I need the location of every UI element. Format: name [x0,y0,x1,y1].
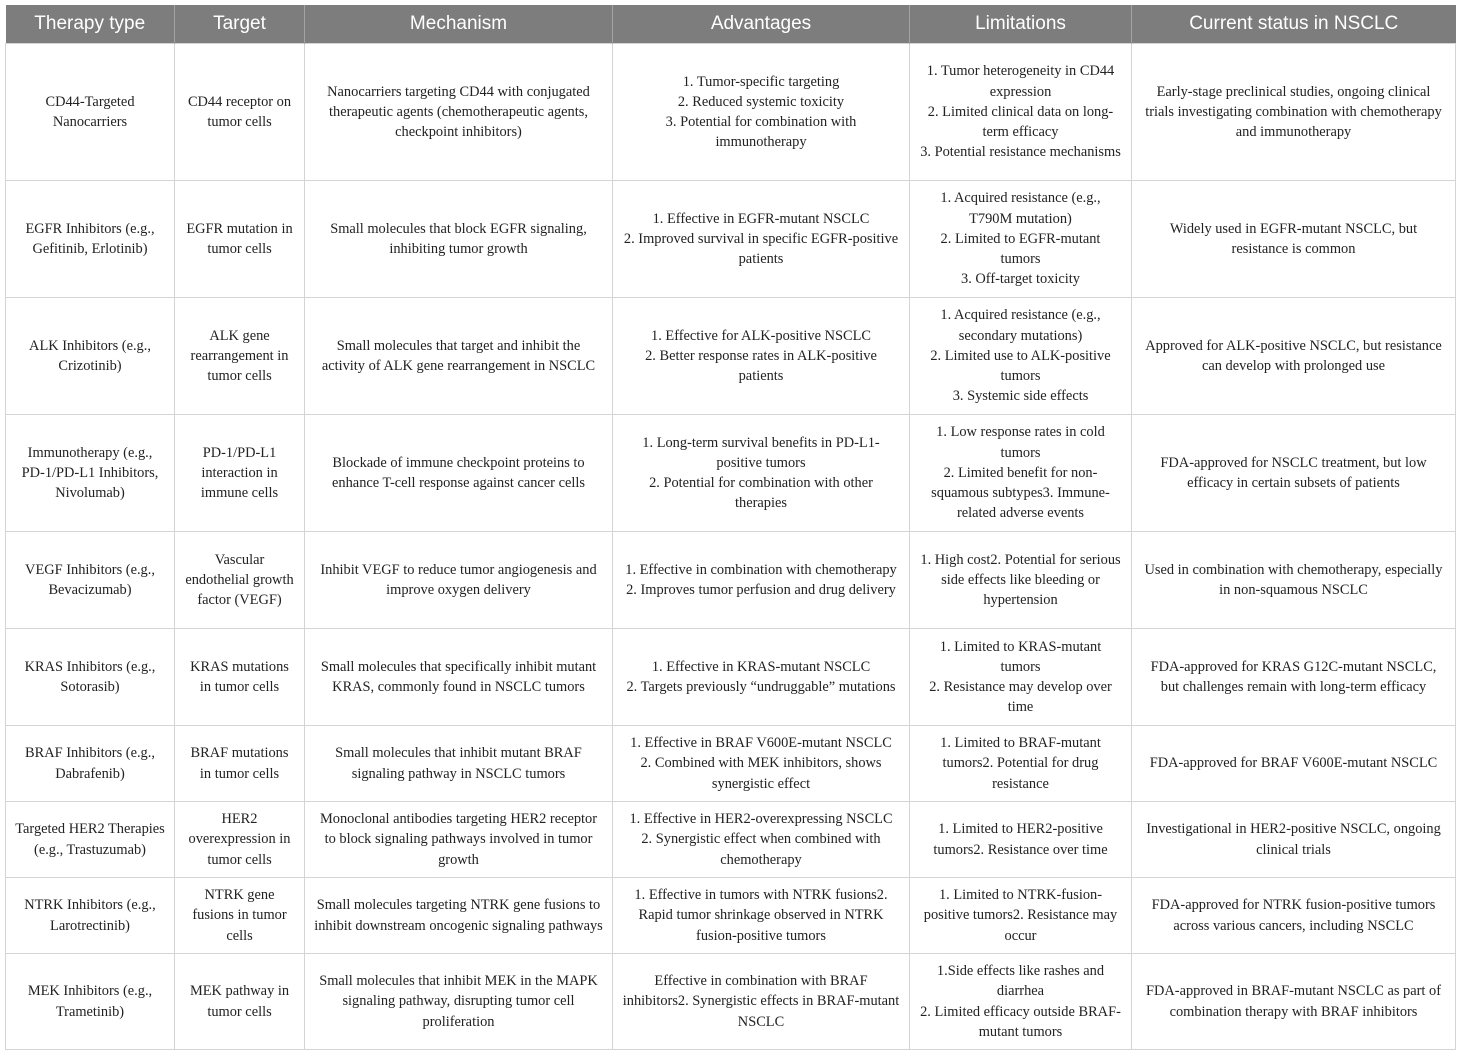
target-cell: MEK pathway in tumor cells [175,954,305,1050]
advantages-cell [613,532,910,629]
status-cell: Investigational in HER2-positive NSCLC, ongoing clinical trials [1132,802,1456,878]
advantage-item: 1. Effective in tumors with NTRK fusions2. Rapid tumor shrinkage observed in NTRK fusion-positive tumors [634,887,888,944]
advantage-item: 1. Effective in BRAF V600E-mutant NSCLC [630,735,892,752]
target-cell: ALK gene rearrangement in tumor cells [175,298,305,415]
limitation-item: 2. Limited to EGFR-mutant tumors [940,230,1101,268]
header-row [6,5,1456,44]
therapy-cell: Immunotherapy (e.g., PD-1/PD-L1 Inhibitors, Nivolumab) [6,415,175,532]
limitation-item: 3. Systemic side effects [952,388,1089,405]
status-cell: Used in combination with chemotherapy, especially in non-squamous NSCLC [1132,532,1456,629]
limitations-cell [910,878,1132,954]
table-row [6,629,1456,726]
limitation-item: 1. Tumor heterogeneity in CD44 expression [926,63,1115,100]
advantage-item: 1. Effective in KRAS-mutant NSCLC [651,658,871,675]
limitation-item: 1. Limited to BRAF-mutant tumors2. Potential for drug resistance [940,735,1101,792]
therapy-cell: KRAS Inhibitors (e.g., Sotorasib) [6,629,175,726]
status-cell: FDA-approved for NSCLC treatment, but low efficacy in certain subsets of patients [1132,415,1456,532]
table-row [6,44,1456,181]
advantages-cell [613,44,910,181]
therapy-cell: VEGF Inhibitors (e.g., Bevacizumab) [6,532,175,629]
mechanism-cell: Small molecules that inhibit MEK in the MAPK signaling pathway, disrupting tumor cell proliferation [305,954,613,1050]
limitation-item: 2. Limited use to ALK-positive tumors [930,347,1111,385]
therapy-cell: MEK Inhibitors (e.g., Trametinib) [6,954,175,1050]
status-cell: Approved for ALK-positive NSCLC, but resistance can develop with prolonged use [1132,298,1456,415]
status-cell: Widely used in EGFR-mutant NSCLC, but resistance is common [1132,181,1456,298]
header-limitations: Limitations [910,5,1132,44]
mechanism-cell: Nanocarriers targeting CD44 with conjugated therapeutic agents (chemotherapeutic agents, checkpoint inhibitors) [305,44,613,181]
limitations-cell [910,954,1132,1050]
limitation-item: 2. Limited clinical data on long-term efficacy [927,103,1114,141]
advantages-cell [613,726,910,802]
therapy-cell: Targeted HER2 Therapies (e.g., Trastuzumab) [6,802,175,878]
mechanism-cell: Small molecules that block EGFR signaling, inhibiting tumor growth [305,181,613,298]
limitations-cell [910,532,1132,629]
therapy-comparison-table [5,5,1456,1050]
table-row [6,802,1456,878]
limitation-item: 2. Limited benefit for non-squamous subtypes3. Immune-related adverse events [931,464,1110,522]
table-row [6,726,1456,802]
header-current-status: Current status in NSCLC [1132,5,1456,44]
therapy-cell: BRAF Inhibitors (e.g., Dabrafenib) [6,726,175,802]
mechanism-cell: Blockade of immune checkpoint proteins to enhance T-cell response against cancer cells [305,415,613,532]
mechanism-cell: Small molecules that target and inhibit the activity of ALK gene rearrangement in NSCLC [305,298,613,415]
status-cell: Early-stage preclinical studies, ongoing clinical trials investigating combination with chemotherapy and immunotherapy [1132,44,1456,181]
header-target: Target [175,5,305,44]
limitation-item: 2. Limited efficacy outside BRAF-mutant tumors [920,1003,1121,1040]
table-row [6,954,1456,1050]
target-cell: EGFR mutation in tumor cells [175,181,305,298]
advantage-item: 2. Improved survival in specific EGFR-positive patients [623,230,899,268]
advantage-item: Effective in combination with BRAF inhibitors2. Synergistic effects in BRAF-mutant NSCLC [622,973,900,1030]
limitation-item: 3. Off-target toxicity [961,271,1080,288]
limitations-cell [910,726,1132,802]
advantages-cell [613,954,910,1050]
advantage-item: 2. Targets previously “undruggable” mutations [626,679,896,695]
advantage-item: 2. Potential for combination with other therapies [649,475,873,512]
table-row [6,532,1456,629]
target-cell: KRAS mutations in tumor cells [175,629,305,726]
limitation-item: 1. Limited to NTRK-fusion-positive tumors2. Resistance may occur [923,887,1118,944]
advantage-item: 2. Combined with MEK inhibitors, shows synergistic effect [640,755,882,792]
limitation-item: 2. Resistance may develop over time [929,679,1112,716]
limitations-cell [910,629,1132,726]
target-cell: Vascular endothelial growth factor (VEGF) [175,532,305,629]
limitation-item: 1. Limited to KRAS-mutant tumors [939,638,1102,675]
advantages-cell [613,629,910,726]
advantage-item: 1. Effective in EGFR-mutant NSCLC [652,210,870,227]
advantage-item: 2. Reduced systemic toxicity [677,93,845,110]
header-mechanism: Mechanism [305,5,613,44]
mechanism-cell: Small molecules that inhibit mutant BRAF signaling pathway in NSCLC tumors [305,726,613,802]
limitation-item: 1. High cost2. Potential for serious side effects like bleeding or hypertension [920,551,1121,609]
advantage-item: 2. Better response rates in ALK-positive patients [645,347,877,385]
limitation-item: 1. Limited to HER2-positive tumors2. Resistance over time [933,821,1108,858]
status-cell: FDA-approved for KRAS G12C-mutant NSCLC, but challenges remain with long-term efficacy [1132,629,1456,726]
advantage-item: 1. Effective for ALK-positive NSCLC [651,327,871,344]
target-cell: HER2 overexpression in tumor cells [175,802,305,878]
target-cell: NTRK gene fusions in tumor cells [175,878,305,954]
table-row [6,415,1456,532]
table-row [6,878,1456,954]
therapy-cell: CD44-Targeted Nanocarriers [6,44,175,181]
advantage-item: 1. Effective in combination with chemotherapy [625,561,897,578]
advantages-cell [613,298,910,415]
mechanism-cell: Small molecules targeting NTRK gene fusions to inhibit downstream oncogenic signaling pathways [305,878,613,954]
advantage-item: 3. Potential for combination with immunotherapy [665,114,857,151]
mechanism-cell: Monoclonal antibodies targeting HER2 receptor to block signaling pathways involved in tumor growth [305,802,613,878]
status-cell: FDA-approved in BRAF-mutant NSCLC as part of combination therapy with BRAF inhibitors [1132,954,1456,1050]
limitations-cell [910,298,1132,415]
table-row [6,181,1456,298]
mechanism-cell: Small molecules that specifically inhibit mutant KRAS, commonly found in NSCLC tumors [305,629,613,726]
limitation-item: 1. Low response rates in cold tumors [936,424,1105,461]
header-advantages: Advantages [613,5,910,44]
limitations-cell [910,181,1132,298]
limitations-cell [910,44,1132,181]
therapy-cell: NTRK Inhibitors (e.g., Larotrectinib) [6,878,175,954]
advantage-item: 1. Long-term survival benefits in PD-L1-positive tumors [642,434,880,471]
therapy-cell: ALK Inhibitors (e.g., Crizotinib) [6,298,175,415]
advantages-cell [613,415,910,532]
advantage-item: 2. Improves tumor perfusion and drug delivery [626,582,896,598]
limitations-cell [910,415,1132,532]
target-cell: PD-1/PD-L1 interaction in immune cells [175,415,305,532]
advantages-cell [613,181,910,298]
mechanism-cell: Inhibit VEGF to reduce tumor angiogenesis and improve oxygen delivery [305,532,613,629]
advantage-item: 1. Tumor-specific targeting [682,73,840,90]
target-cell: BRAF mutations in tumor cells [175,726,305,802]
limitation-item: 1. Acquired resistance (e.g., T790M mutation) [940,190,1101,227]
advantages-cell [613,878,910,954]
advantage-item: 2. Synergistic effect when combined with chemotherapy [641,831,881,868]
limitation-item: 1.Side effects like rashes and diarrhea [936,963,1105,1000]
target-cell: CD44 receptor on tumor cells [175,44,305,181]
advantages-cell [613,802,910,878]
status-cell: FDA-approved for NTRK fusion-positive tumors across various cancers, including NSCLC [1132,878,1456,954]
table-row [6,298,1456,415]
header-therapy-type: Therapy type [6,5,175,44]
limitations-cell [910,802,1132,878]
limitation-item: 1. Acquired resistance (e.g., secondary mutations) [940,307,1101,344]
limitation-item: 3. Potential resistance mechanisms [920,144,1121,161]
advantage-item: 1. Effective in HER2-overexpressing NSCLC [629,811,893,828]
therapy-cell: EGFR Inhibitors (e.g., Gefitinib, Erlotinib) [6,181,175,298]
status-cell: FDA-approved for BRAF V600E-mutant NSCLC [1132,726,1456,802]
